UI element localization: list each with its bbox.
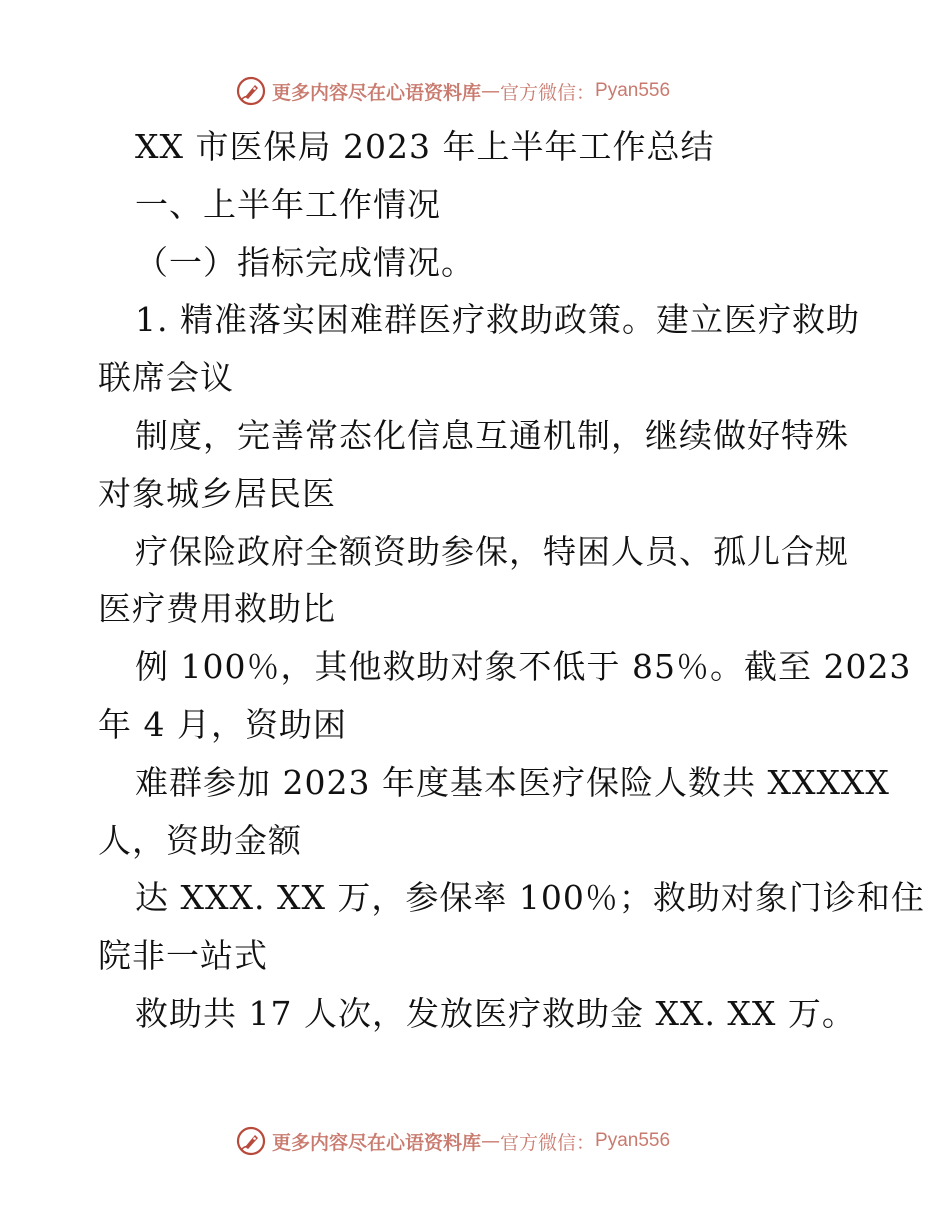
document-title: XX 市医保局 2023 年上半年工作总结: [135, 127, 715, 166]
paragraph-line: 1. 精准落实困难群医疗救助政策。建立医疗救助: [135, 300, 860, 340]
paragraph-line: 达 XXX. XX 万，参保率 100％；救助对象门诊和住: [135, 878, 925, 918]
watermark-wechat-label: 官方微信：: [500, 1131, 596, 1154]
subsection-heading: （一）指标完成情况。: [135, 242, 475, 282]
paragraph-line: 联席会议: [98, 358, 234, 398]
watermark-dash: —: [481, 1130, 501, 1152]
document-body: [98, 118, 925, 1043]
watermark-wechat-id: Pyan556: [595, 1130, 671, 1151]
watermark-wechat-label: 官方微信：: [500, 81, 596, 104]
paragraph-line: 救助共 17 人次，发放医疗救助金 XX. XX 万。: [135, 993, 856, 1033]
header-watermark: [236, 74, 670, 108]
paragraph-line: 难群参加 2023 年度基本医疗保险人数共 XXXXX: [135, 762, 890, 802]
section-heading: 一、上半年工作情况: [135, 184, 441, 224]
paragraph-line: 例 100％，其他救助对象不低于 85％。截至 2023: [135, 647, 912, 687]
paragraph-line: 人，资助金额: [98, 820, 302, 860]
paragraph-line: 疗保险政府全额资助参保，特困人员、孤儿合规: [135, 531, 849, 571]
footer-watermark: [236, 1124, 670, 1158]
paragraph-line: 院非一站式: [98, 936, 268, 976]
paragraph-line: 对象城乡居民医: [98, 473, 336, 513]
paragraph-line: 医疗费用救助比: [98, 589, 336, 629]
paragraph-line: 年 4 月，资助困: [98, 704, 347, 744]
paragraph-line: 制度，完善常态化信息互通机制，继续做好特殊: [135, 415, 849, 455]
watermark-dash: —: [481, 80, 501, 102]
watermark-main-text: 更多内容尽在心语资料库: [272, 81, 482, 104]
pen-nib-logo-icon: [236, 76, 266, 106]
watermark-main-text: 更多内容尽在心语资料库: [272, 1131, 482, 1154]
watermark-wechat-id: Pyan556: [595, 80, 671, 101]
pen-nib-logo-icon: [236, 1126, 266, 1156]
